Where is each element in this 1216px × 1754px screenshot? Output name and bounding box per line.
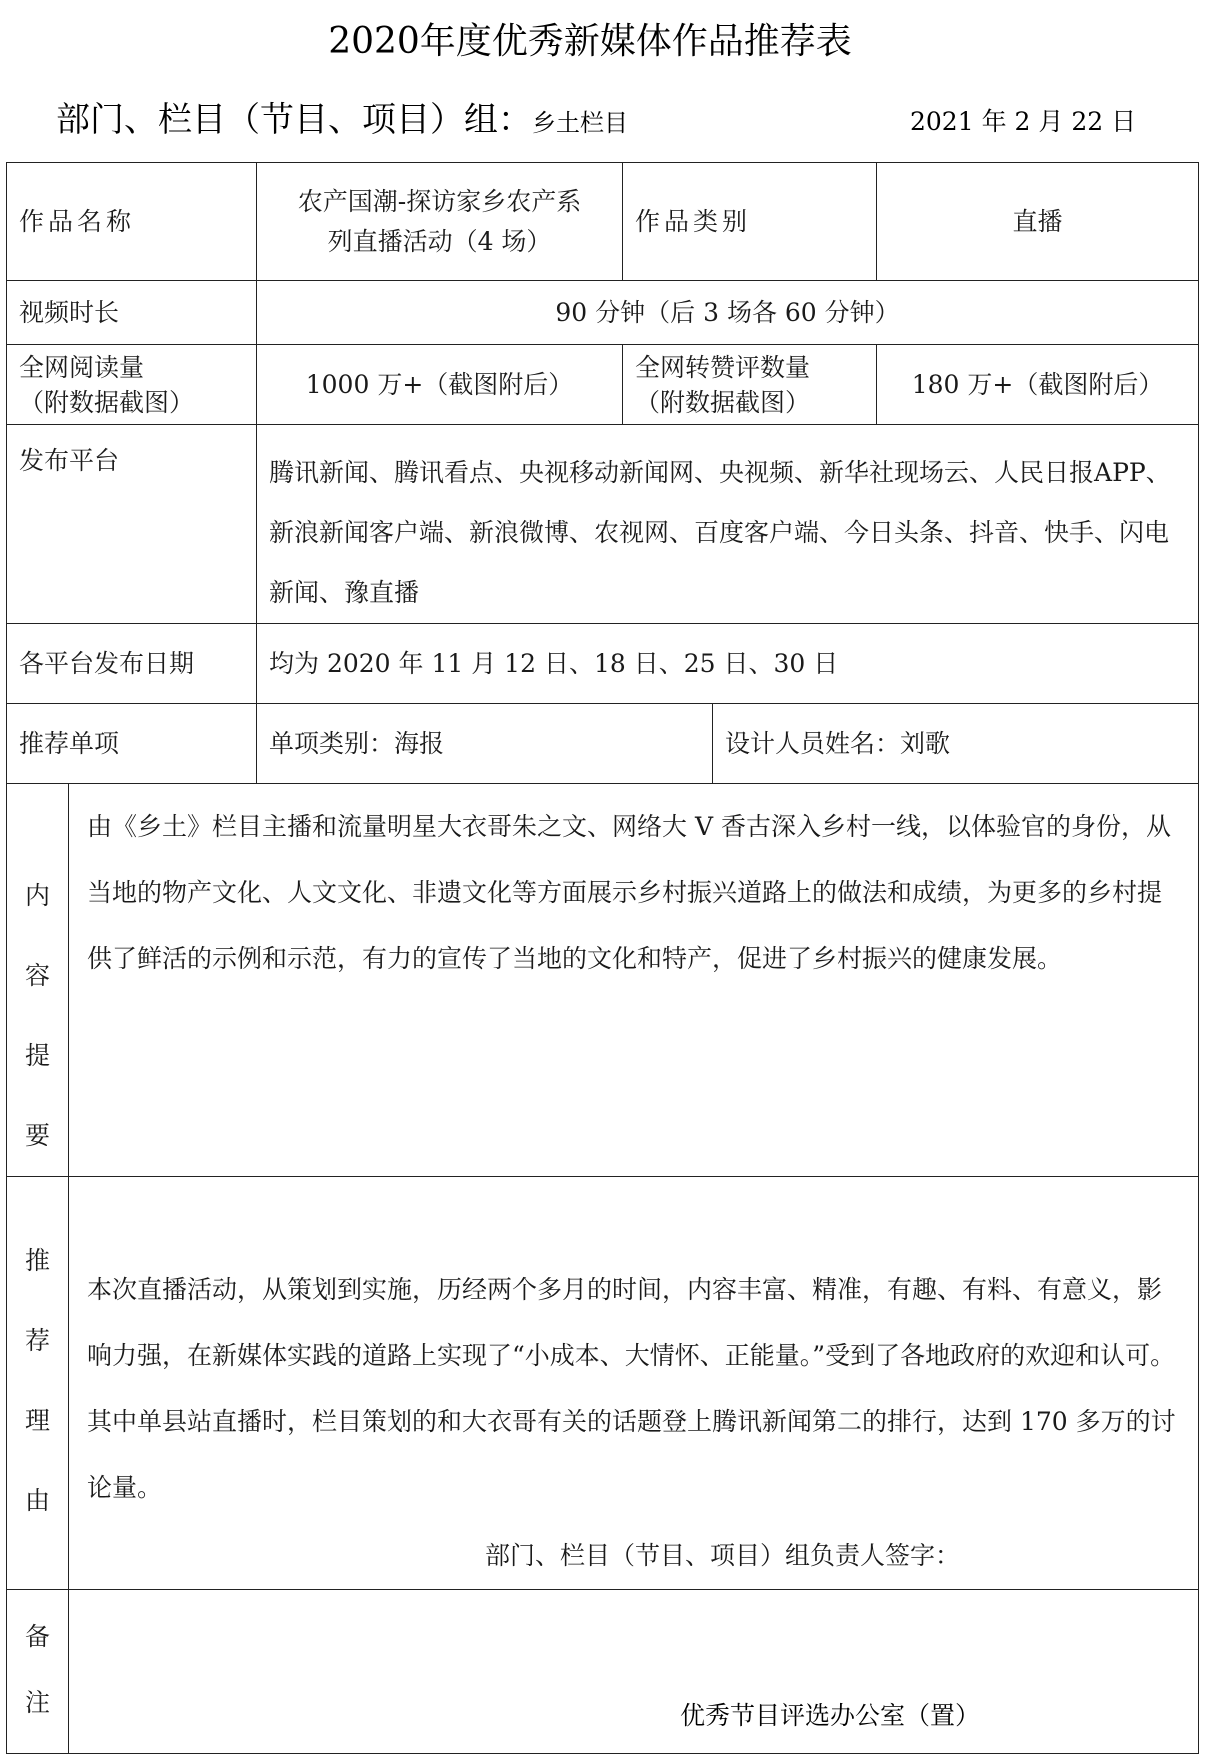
summary-label-char-1: 内 bbox=[24, 881, 50, 910]
publish-date-label: 各平台发布日期 bbox=[7, 624, 257, 704]
summary-label-char-3: 提 bbox=[24, 1041, 50, 1070]
work-name-label: 作品名称 bbox=[7, 163, 257, 281]
row-platform bbox=[7, 425, 1199, 624]
summary-label bbox=[7, 784, 69, 1177]
issuing-office: 优秀节目评选办公室（置） bbox=[680, 1701, 981, 1730]
shares-value: 180 万+（截图附后） bbox=[877, 345, 1199, 425]
department-line bbox=[56, 92, 628, 151]
reason-label-char-1: 推 bbox=[24, 1246, 50, 1275]
summary-label-char-4: 要 bbox=[24, 1121, 50, 1150]
shares-label bbox=[623, 345, 877, 425]
signature-line: 部门、栏目（节目、项目）组负责人签字： bbox=[485, 1541, 961, 1570]
duration-label: 视频时长 bbox=[7, 281, 257, 345]
form-title: 2020年度优秀新媒体作品推荐表 bbox=[328, 21, 852, 62]
remark-label bbox=[7, 1590, 69, 1754]
row-single-item bbox=[7, 704, 1199, 784]
designer-name: 设计人员姓名：刘歌 bbox=[713, 704, 1199, 784]
shares-label-line1: 全网转赞评数量 bbox=[635, 352, 811, 382]
reads-label-line2: （附数据截图） bbox=[19, 387, 195, 417]
row-summary bbox=[7, 784, 1199, 1177]
reads-label-line1: 全网阅读量 bbox=[19, 352, 145, 382]
reason-cell bbox=[69, 1177, 1199, 1590]
reason-label-char-4: 由 bbox=[24, 1486, 50, 1515]
reason-label-char-3: 理 bbox=[24, 1406, 50, 1435]
category-value: 直播 bbox=[877, 163, 1199, 281]
remark-value bbox=[69, 1590, 1199, 1754]
row-reason bbox=[7, 1177, 1199, 1590]
shares-label-line2: （附数据截图） bbox=[635, 387, 811, 417]
form-date: 2021 年 2 月 22 日 bbox=[910, 107, 1137, 136]
reason-label-char-2: 荐 bbox=[24, 1326, 50, 1355]
row-remark bbox=[7, 1590, 1199, 1754]
row-work-name bbox=[7, 163, 1199, 281]
summary-label-char-2: 容 bbox=[24, 961, 50, 990]
category-label: 作品类别 bbox=[623, 163, 877, 281]
reads-value: 1000 万+（截图附后） bbox=[257, 345, 623, 425]
reason-text: 本次直播活动，从策划到实施，历经两个多月的时间，内容丰富、精准，有趣、有料、有意义，影响力强，在新媒体实践的道路上实现了“小成本、大情怀、正能量。”受到了各地政府的欢迎和认可。其中单县站直播时，栏目策划的和大衣哥有关的话题登上腾讯新闻第二的排行，达到 170 多万的讨论量。 bbox=[87, 1275, 1176, 1502]
remark-label-char-1: 备 bbox=[24, 1622, 50, 1651]
reason-label bbox=[7, 1177, 69, 1590]
work-name-value bbox=[257, 163, 623, 281]
single-item-label: 推荐单项 bbox=[7, 704, 257, 784]
platform-value: 腾讯新闻、腾讯看点、央视移动新闻网、央视频、新华社现场云、人民日报APP、新浪新闻客户端、新浪微博、农视网、百度客户端、今日头条、抖音、快手、闪电新闻、豫直播 bbox=[257, 425, 1199, 624]
work-name-line1: 农产国潮-探访家乡农产系 bbox=[297, 186, 582, 216]
row-publish-date bbox=[7, 624, 1199, 704]
summary-text: 由《乡土》栏目主播和流量明星大衣哥朱之文、网络大 V 香古深入乡村一线，以体验官的身份，从当地的物产文化、人文文化、非遗文化等方面展示乡村振兴道路上的做法和成绩，为更多的乡村提供了鲜活的示例和示范，有力的宣传了当地的文化和特产，促进了乡村振兴的健康发展。 bbox=[69, 784, 1199, 1177]
platform-label: 发布平台 bbox=[7, 425, 257, 624]
reads-label bbox=[7, 345, 257, 425]
department-label: 部门、栏目（节目、项目）组： bbox=[56, 100, 532, 140]
publish-date-value: 均为 2020 年 11 月 12 日、18 日、25 日、30 日 bbox=[257, 624, 1199, 704]
work-name-line2: 列直播活动（4 场） bbox=[327, 226, 552, 256]
duration-value: 90 分钟（后 3 场各 60 分钟） bbox=[257, 281, 1199, 345]
department-value: 乡土栏目 bbox=[532, 109, 628, 137]
recommendation-form bbox=[6, 162, 1199, 1754]
single-item-category: 单项类别：海报 bbox=[257, 704, 713, 784]
row-duration bbox=[7, 281, 1199, 345]
row-reads bbox=[7, 345, 1199, 425]
remark-label-char-2: 注 bbox=[24, 1688, 50, 1717]
